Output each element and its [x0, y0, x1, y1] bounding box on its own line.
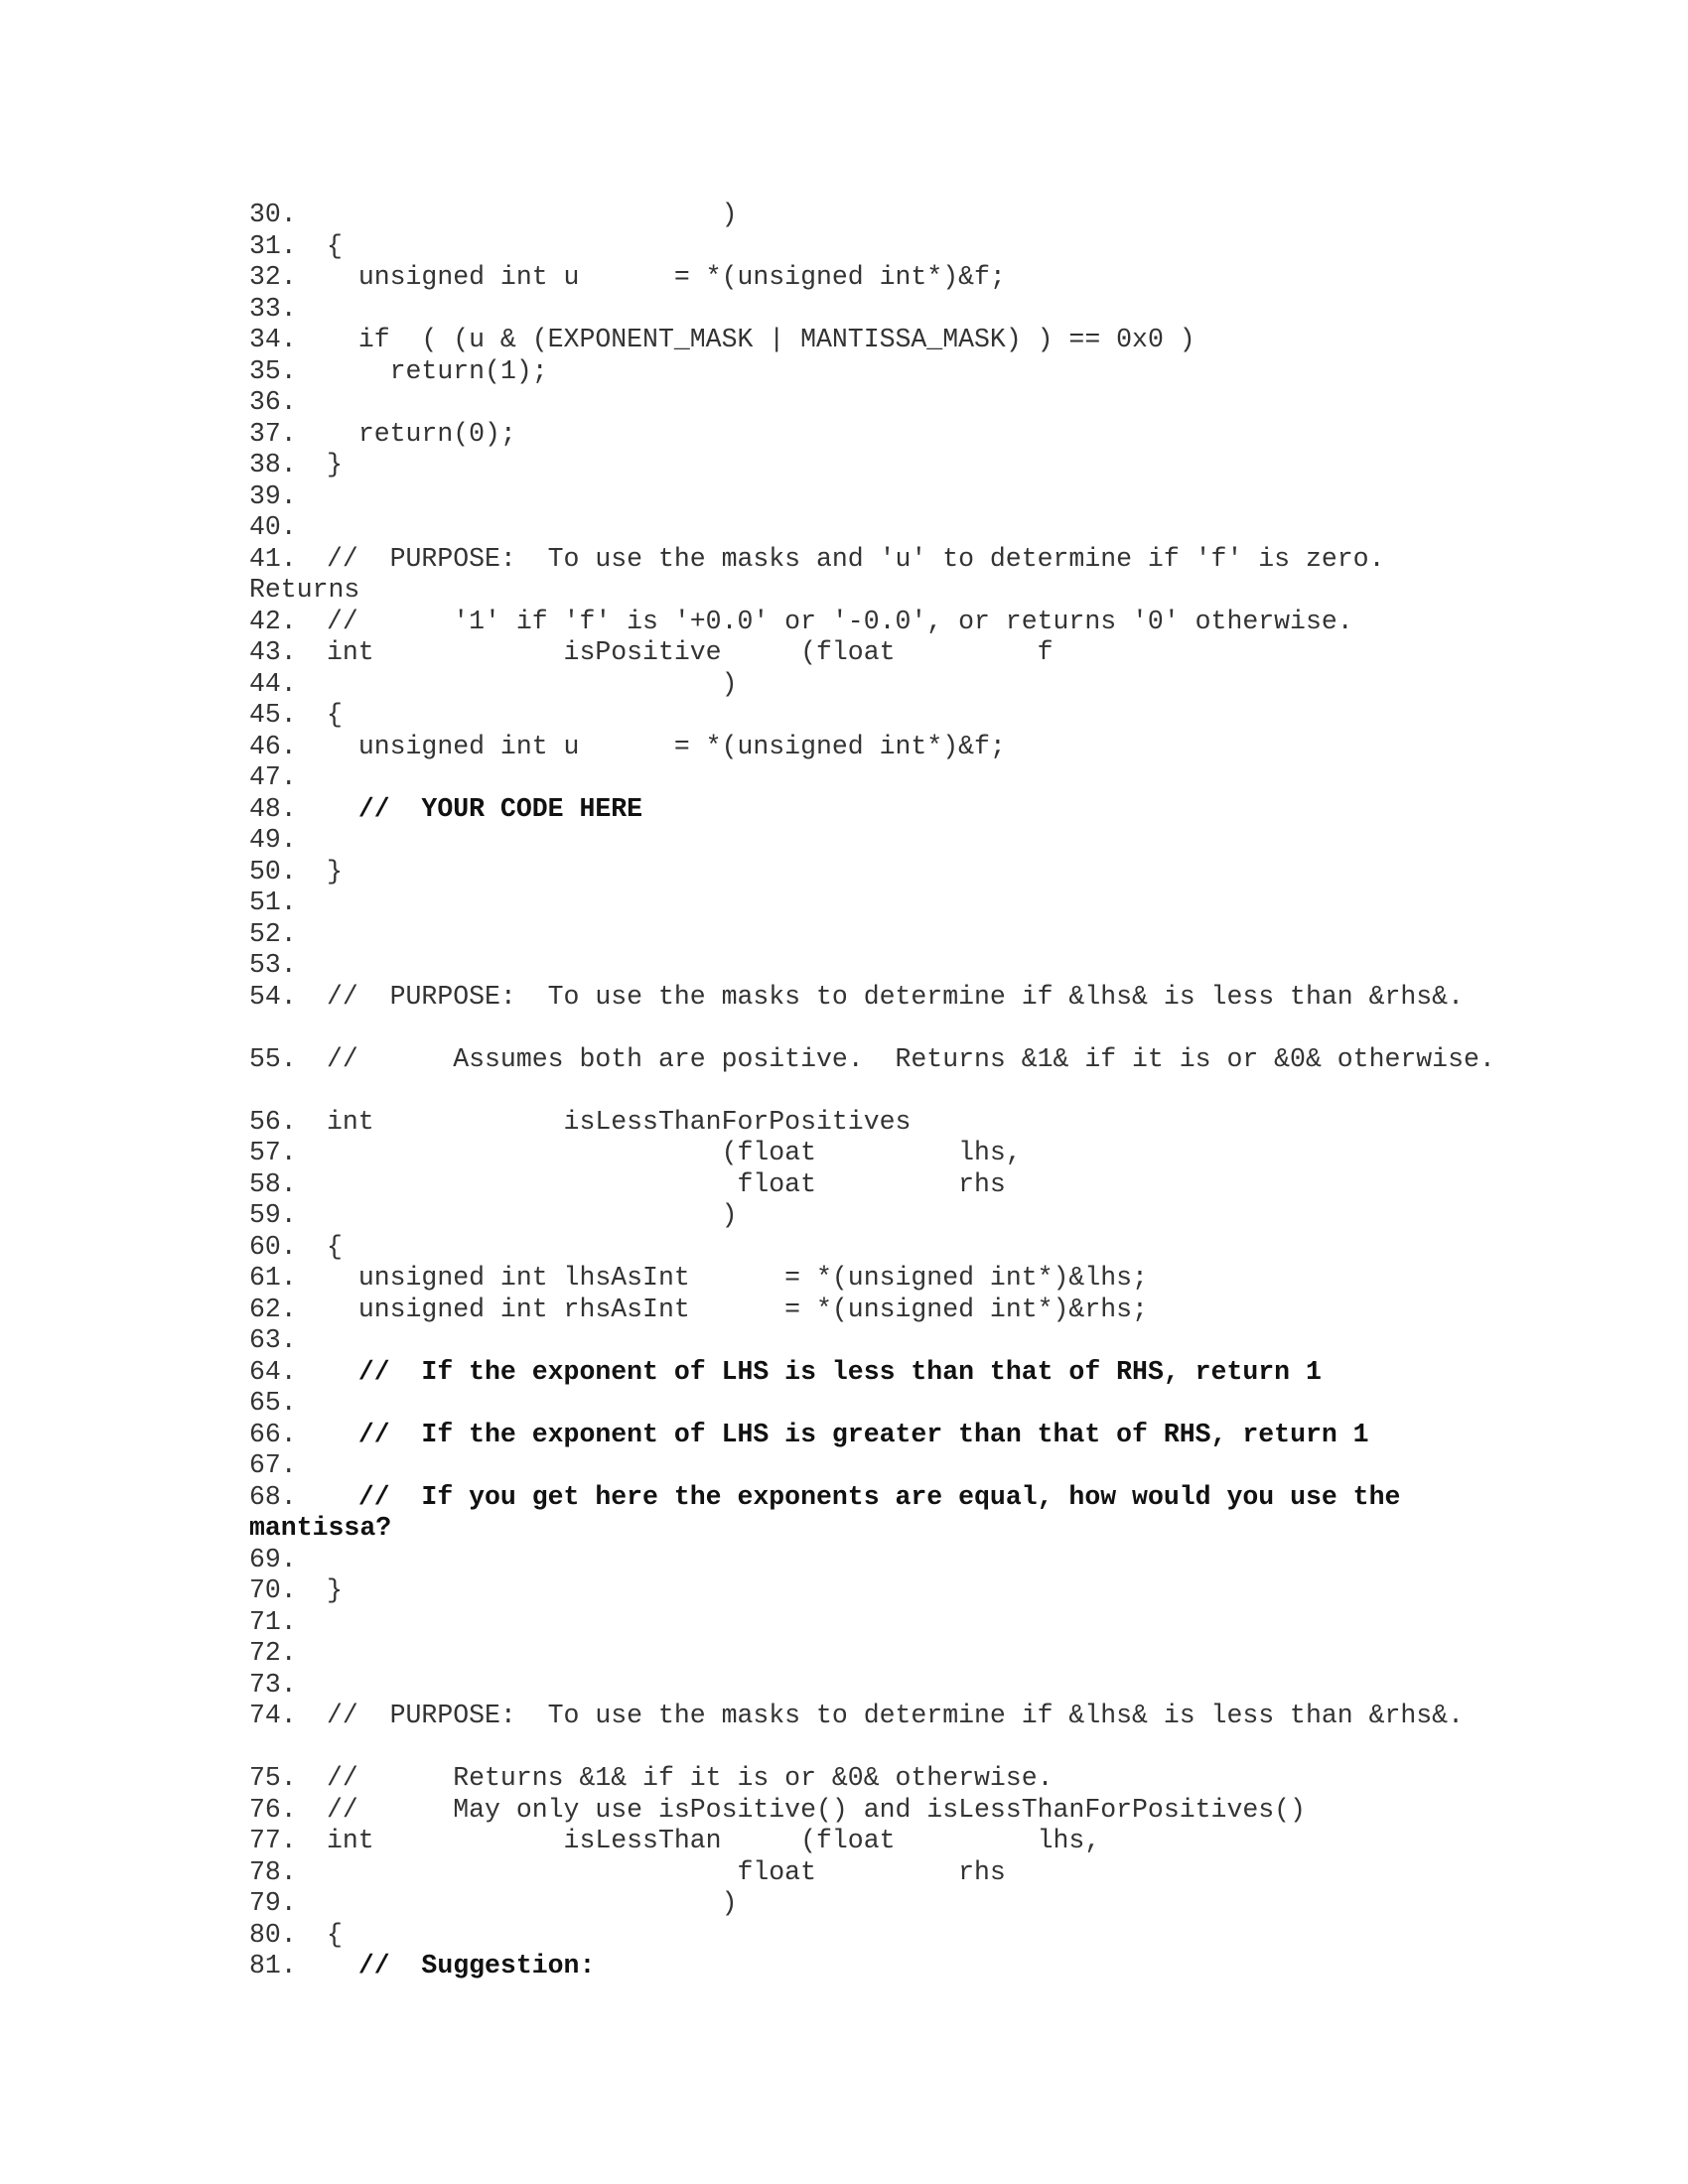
line-text: // Assumes both are positive. Returns &1& if it is or &0& otherwise. — [327, 1043, 1495, 1074]
code-line — [249, 356, 1500, 388]
line-number: 41. — [249, 543, 297, 574]
code-line — [249, 1325, 1500, 1357]
line-text: } — [327, 450, 343, 479]
line-number: 40. — [249, 512, 297, 542]
line-number: 52. — [249, 918, 297, 949]
line-text: { — [327, 1919, 343, 1950]
line-text: int isPositive (float f — [327, 637, 1054, 667]
line-number: 38. — [249, 450, 297, 479]
code-line — [249, 732, 1500, 763]
line-number: 58. — [249, 1168, 297, 1199]
code-line — [249, 1888, 1500, 1920]
code-line — [249, 919, 1500, 951]
code-line — [249, 544, 1500, 607]
code-line — [249, 950, 1500, 982]
code-line — [249, 1763, 1500, 1795]
line-text: // If the exponent of LHS is less than that of RHS, return 1 — [327, 1356, 1322, 1387]
code-line — [249, 262, 1500, 294]
line-number: 42. — [249, 606, 297, 636]
line-text: { — [327, 1231, 343, 1262]
line-text: ) — [327, 200, 738, 229]
line-text: int isLessThan (float lhs, — [327, 1826, 1101, 1855]
line-number: 56. — [249, 1106, 297, 1137]
line-text: // PURPOSE: To use the masks and 'u' to determine if 'f' is zero. Returns — [249, 543, 1401, 605]
code-line — [249, 1200, 1500, 1232]
code-line — [249, 669, 1500, 701]
code-line — [249, 825, 1500, 857]
code-line — [249, 1607, 1500, 1639]
line-text: int isLessThanForPositives — [327, 1106, 912, 1137]
line-text: return(0); — [327, 418, 516, 449]
line-number: 49. — [249, 825, 297, 855]
line-number: 81. — [249, 1951, 297, 1980]
line-number: 47. — [249, 762, 297, 792]
line-number: 36. — [249, 387, 297, 417]
code-line — [249, 1951, 1500, 1982]
line-number: 57. — [249, 1138, 297, 1167]
line-number: 61. — [249, 1263, 297, 1293]
line-number: 67. — [249, 1450, 297, 1480]
line-number: 51. — [249, 887, 297, 917]
code-line — [249, 512, 1500, 544]
line-number: 71. — [249, 1606, 297, 1637]
line-text: } — [327, 856, 343, 887]
code-line — [249, 1388, 1500, 1420]
code-line — [249, 1575, 1500, 1607]
line-number: 45. — [249, 700, 297, 730]
code-line — [249, 607, 1500, 638]
line-text: // May only use isPositive() and isLessThanForPositives() — [327, 1794, 1306, 1825]
line-text: { — [327, 230, 343, 261]
line-text: float rhs — [327, 1168, 1006, 1199]
line-number: 37. — [249, 418, 297, 449]
line-number: 72. — [249, 1638, 297, 1668]
line-text: ) — [327, 1200, 738, 1230]
code-line — [249, 762, 1500, 794]
line-number: 33. — [249, 293, 297, 324]
line-text: { — [327, 700, 343, 730]
line-number: 62. — [249, 1294, 297, 1324]
line-text: unsigned int u = *(unsigned int*)&f; — [327, 731, 1006, 761]
line-number: 59. — [249, 1200, 297, 1230]
line-number: 79. — [249, 1888, 297, 1918]
code-line — [249, 887, 1500, 919]
line-number: 75. — [249, 1763, 297, 1793]
code-line — [249, 294, 1500, 326]
line-text: unsigned int rhsAsInt = *(unsigned int*)&rhs; — [327, 1294, 1148, 1324]
code-line — [249, 794, 1500, 826]
code-line — [249, 637, 1500, 669]
code-line — [249, 1795, 1500, 1827]
line-text: // PURPOSE: To use the masks to determine if &lhs& is less than &rhs&. — [327, 981, 1464, 1012]
code-line — [249, 1701, 1500, 1763]
code-line — [249, 1169, 1500, 1201]
code-line — [249, 1450, 1500, 1482]
line-number: 64. — [249, 1356, 297, 1387]
line-number: 70. — [249, 1575, 297, 1605]
line-text: // Returns &1& if it is or &0& otherwise. — [327, 1763, 1054, 1793]
line-number: 66. — [249, 1419, 297, 1449]
line-text: } — [327, 1575, 343, 1605]
line-number: 60. — [249, 1231, 297, 1262]
code-line — [249, 200, 1500, 231]
code-line — [249, 481, 1500, 513]
line-number: 50. — [249, 856, 297, 887]
line-text: (float lhs, — [327, 1138, 1022, 1167]
code-line — [249, 1920, 1500, 1952]
code-line — [249, 1357, 1500, 1389]
line-number: 69. — [249, 1544, 297, 1574]
line-number: 73. — [249, 1669, 297, 1700]
code-line — [249, 1107, 1500, 1139]
code-line — [249, 1295, 1500, 1326]
line-text: // If the exponent of LHS is greater than that of RHS, return 1 — [327, 1419, 1369, 1449]
line-text: if ( (u & (EXPONENT_MASK | MANTISSA_MASK) ) == 0x0 ) — [327, 325, 1196, 354]
code-line — [249, 1138, 1500, 1169]
line-text: // YOUR CODE HERE — [327, 793, 643, 824]
line-text: ) — [327, 668, 738, 699]
line-text: ) — [327, 1888, 738, 1918]
code-line — [249, 231, 1500, 263]
code-line — [249, 387, 1500, 419]
code-line — [249, 982, 1500, 1044]
code-line — [249, 1482, 1500, 1545]
line-number: 34. — [249, 325, 297, 354]
line-number: 31. — [249, 230, 297, 261]
code-listing — [249, 200, 1500, 1982]
code-line — [249, 419, 1500, 451]
code-line — [249, 700, 1500, 732]
line-number: 76. — [249, 1794, 297, 1825]
line-number: 55. — [249, 1043, 297, 1074]
line-number: 44. — [249, 668, 297, 699]
code-line — [249, 1545, 1500, 1576]
line-text: return(1); — [327, 355, 548, 386]
line-number: 39. — [249, 480, 297, 511]
line-text: // '1' if 'f' is '+0.0' or '-0.0', or returns '0' otherwise. — [327, 606, 1353, 636]
code-line — [249, 325, 1500, 356]
line-number: 35. — [249, 355, 297, 386]
line-text: // Suggestion: — [327, 1951, 596, 1980]
code-line — [249, 1670, 1500, 1702]
code-line — [249, 1044, 1500, 1107]
code-line — [249, 1638, 1500, 1670]
line-number: 65. — [249, 1388, 297, 1418]
code-line — [249, 450, 1500, 481]
line-number: 54. — [249, 981, 297, 1012]
code-line — [249, 857, 1500, 888]
line-number: 53. — [249, 950, 297, 980]
line-number: 74. — [249, 1701, 297, 1730]
line-text: // PURPOSE: To use the masks to determine if &lhs& is less than &rhs&. — [327, 1701, 1464, 1730]
line-number: 63. — [249, 1325, 297, 1355]
code-line — [249, 1232, 1500, 1264]
code-line — [249, 1826, 1500, 1857]
line-number: 46. — [249, 731, 297, 761]
line-text: // If you get here the exponents are equal, how would you use the mantissa? — [249, 1481, 1417, 1543]
line-number: 30. — [249, 200, 297, 229]
line-text: unsigned int u = *(unsigned int*)&f; — [327, 262, 1006, 292]
line-number: 32. — [249, 262, 297, 292]
line-number: 43. — [249, 637, 297, 667]
line-text: float rhs — [327, 1856, 1006, 1887]
code-line — [249, 1420, 1500, 1451]
line-number: 48. — [249, 793, 297, 824]
line-number: 68. — [249, 1481, 297, 1512]
code-line — [249, 1263, 1500, 1295]
line-text: unsigned int lhsAsInt = *(unsigned int*)&lhs; — [327, 1263, 1148, 1293]
line-number: 77. — [249, 1826, 297, 1855]
code-line — [249, 1857, 1500, 1889]
line-number: 78. — [249, 1856, 297, 1887]
line-number: 80. — [249, 1919, 297, 1950]
